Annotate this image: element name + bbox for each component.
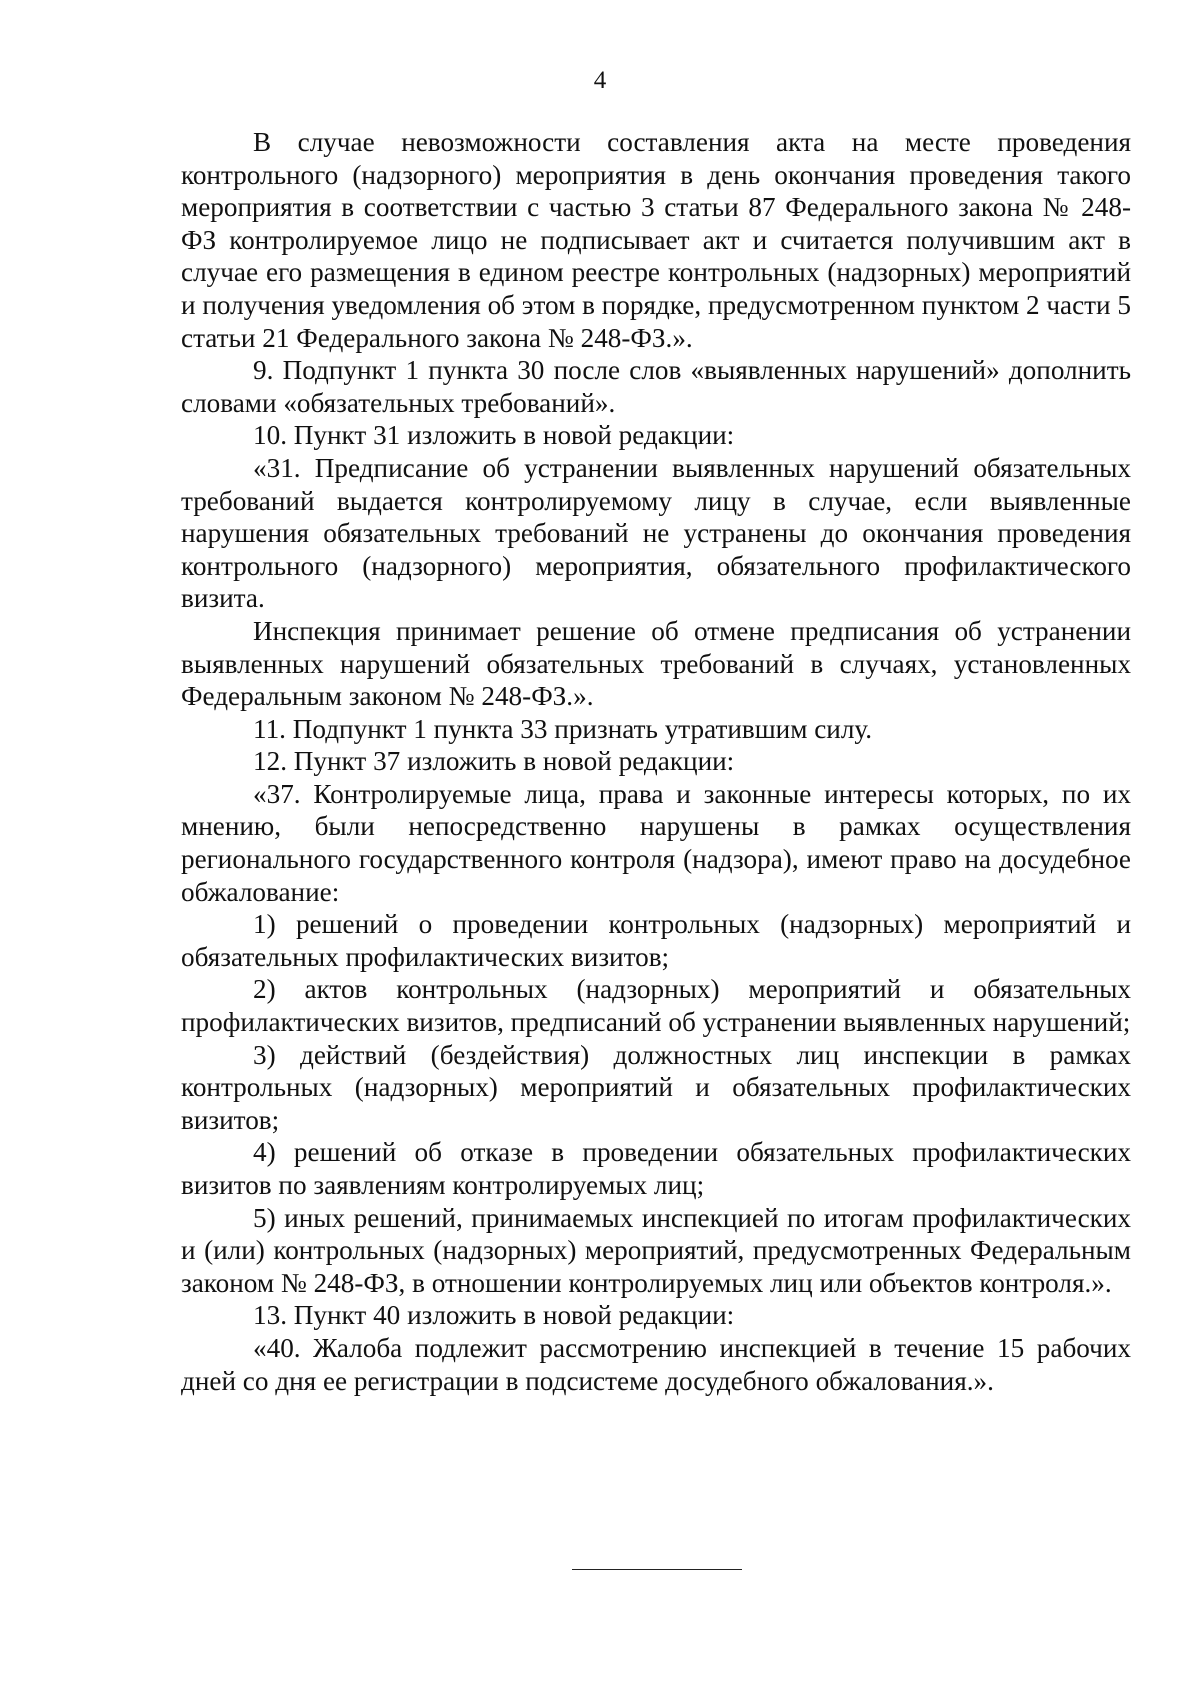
paragraph-clause-37: «37. Контролируемые лица, права и законные интересы которых, по их мнению, были непосредственно нарушены в рамках осуществления регионального государственного контроля (надзора), имеют право на досудебное обжалование: [181, 778, 1131, 907]
paragraph-subitem-5: 5) иных решений, принимаемых инспекцией по итогам профилактических и (или) контрольных (надзорных) мероприятий, предусмотренных Федеральным законом № 248-ФЗ, в отношении контролируемых лиц или объектов контроля.». [181, 1202, 1131, 1298]
paragraph-act-signing: В случае невозможности составления акта на месте проведения контрольного (надзорного) мероприятия в день окончания проведения такого мероприятия в соответствии с частью 3 статьи 87 Федерального закона № 248-ФЗ контролируемое лицо не подписывает акт и считается получившим акт в случае его размещения в едином реестре контрольных (надзорных) мероприятий и получения уведомления об этом в порядке, предусмотренном пунктом 2 части 5 статьи 21 Федерального закона № 248-ФЗ.». [181, 127, 1131, 353]
paragraph-clause-31: «31. Предписание об устранении выявленных нарушений обязательных требований выдается контролируемому лицу в случае, если выявленные нарушения обязательных требований не устранены до окончания проведения контрольного (надзорного) мероприятия, обязательного профилактического визита. [181, 452, 1131, 614]
paragraph-subitem-1: 1) решений о проведении контрольных (надзорных) мероприятий и обязательных профилактических визитов; [181, 909, 1131, 972]
page-number: 4 [593, 67, 607, 94]
paragraph-inspection-decision: Инспекция принимает решение об отмене предписания об устранении выявленных нарушений обязательных требований в случаях, установленных Федеральным законом № 248-ФЗ.». [181, 615, 1131, 712]
paragraph-subitem-3: 3) действий (бездействия) должностных лиц инспекции в рамках контрольных (надзорных) мероприятий и обязательных профилактических визитов; [181, 1039, 1131, 1135]
paragraph-subitem-4: 4) решений об отказе в проведении обязательных профилактических визитов по заявлениям контролируемых лиц; [181, 1137, 1131, 1200]
paragraph-item-11: 11. Подпункт 1 пункта 33 признать утратившим силу. [253, 713, 873, 744]
paragraph-item-10: 10. Пункт 31 изложить в новой редакции: [253, 420, 735, 451]
paragraph-item-12: 12. Пункт 37 изложить в новой редакции: [253, 746, 735, 777]
paragraph-subitem-2: 2) актов контрольных (надзорных) мероприятий и обязательных профилактических визитов, предписаний об устранении выявленных нарушений; [181, 974, 1131, 1038]
paragraph-item-13: 13. Пункт 40 изложить в новой редакции: [253, 1300, 735, 1331]
paragraph-clause-40: «40. Жалоба подлежит рассмотрению инспекцией в течение 15 рабочих дней со дня ее регистрации в подсистеме досудебного обжалования.». [181, 1332, 1131, 1396]
document-body [181, 126, 1131, 1397]
paragraph-item-9: 9. Подпункт 1 пункта 30 после слов «выявленных нарушений» дополнить словами «обязательных требований». [181, 355, 1131, 418]
end-of-text-rule [572, 1569, 742, 1570]
